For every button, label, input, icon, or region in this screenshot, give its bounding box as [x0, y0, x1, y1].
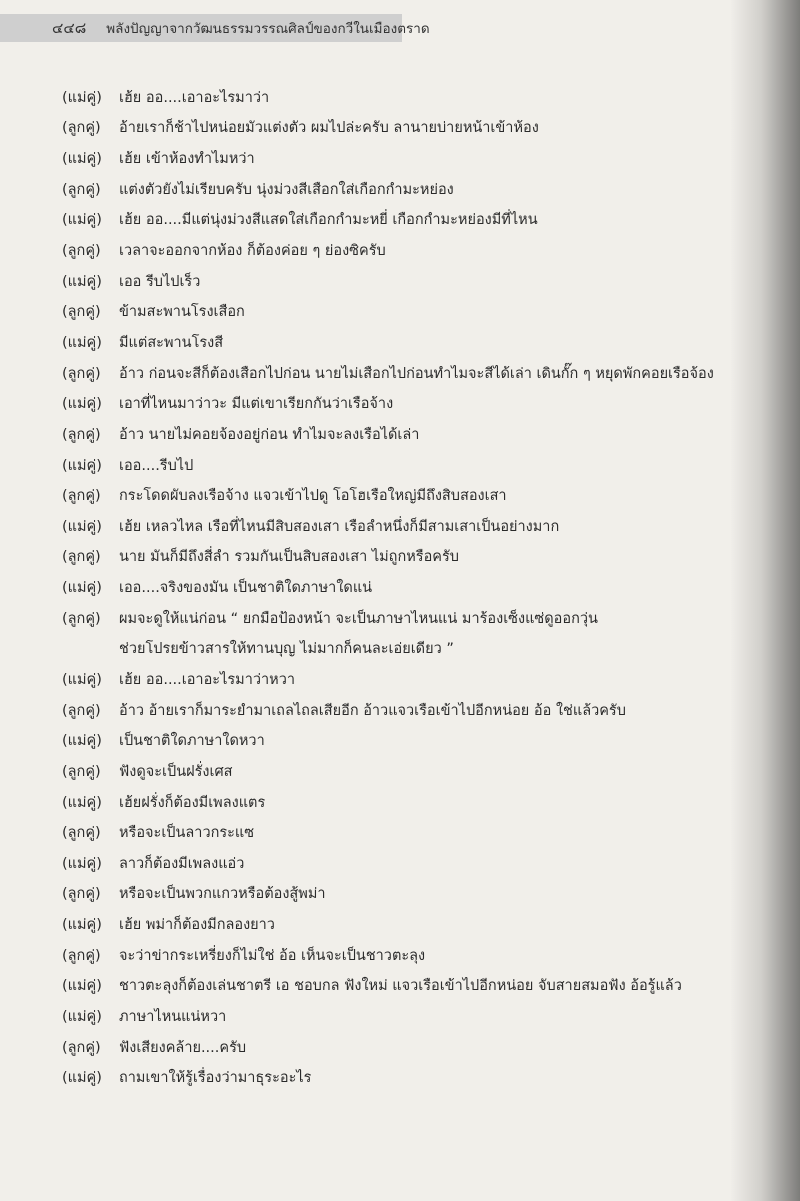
dialogue-line [62, 327, 762, 358]
dialogue-text: เฮ้ย ออ....เอาอะไรมาว่าหวา [119, 671, 295, 688]
speaker-label: (แม่คู่) [62, 1070, 102, 1087]
speaker-label: (ลูกคู่) [62, 365, 101, 382]
dialogue-text: เออ....จริงของมัน เป็นชาติใดภาษาใดแน่ [119, 580, 373, 597]
dialogue-text: เฮ้ย เข้าห้องทำไมหว่า [119, 151, 255, 168]
speaker-label: (แม่คู่) [62, 671, 102, 688]
dialogue-line [62, 817, 762, 848]
speaker-label: (ลูกคู่) [62, 825, 101, 842]
dialogue-line [62, 664, 762, 695]
dialogue-text: เวลาจะออกจากห้อง ก็ต้องค่อย ๆ ย่องซิครับ [119, 243, 386, 260]
dialogue-text: เฮ้ย ออ....มีแต่นุ่งม่วงสีแสดใส่เกือกกำมะหยี่ เกือกกำมะหย่องมีที่ไหน [119, 212, 538, 229]
speaker-label: (ลูกคู่) [62, 488, 101, 505]
dialogue-text: เฮ้ย พม่าก็ต้องมีกลองยาว [119, 917, 275, 934]
speaker-label: (แม่คู่) [62, 978, 102, 995]
dialogue-text: กระโดดผับลงเรือจ้าง แจวเข้าไปดู โอโฮเรือใหญ่มีถึงสิบสองเสา [119, 488, 507, 505]
speaker-label: (ลูกคู่) [62, 610, 101, 627]
dialogue-text: ช่วยโปรยข้าวสารให้ทานบุญ ไม่มากก็คนละเอ่ยเดียว ” [119, 641, 454, 658]
dialogue-line [62, 787, 762, 818]
dialogue-text: ถามเขาให้รู้เรื่องว่ามาธุระอะไร [119, 1070, 312, 1087]
dialogue-line [62, 572, 762, 603]
dialogue-text: อ้าว นายไม่คอยจ้องอยู่ก่อน ทำไมจะลงเรือได้เล่า [119, 426, 420, 443]
dialogue-text: ฟังเสียงคล้าย....ครับ [119, 1039, 247, 1056]
dialogue-line [62, 174, 762, 205]
dialogue-line [62, 480, 762, 511]
dialogue-line [62, 205, 762, 236]
speaker-label: (ลูกคู่) [62, 120, 101, 137]
dialogue-line [62, 82, 762, 113]
dialogue-line [62, 603, 762, 634]
speaker-label: (ลูกคู่) [62, 181, 101, 198]
dialogue-line [62, 450, 762, 481]
dialogue-line [62, 756, 762, 787]
dialogue-line [62, 266, 762, 297]
speaker-label: (ลูกคู่) [62, 549, 101, 566]
speaker-label: (แม่คู่) [62, 334, 102, 351]
dialogue-text: นาย มันก็มีถึงสี่ลำ รวมกันเป็นสิบสองเสา ไม่ถูกหรือครับ [119, 549, 459, 566]
dialogue-line [62, 634, 762, 665]
dialogue-text: หรือจะเป็นพวกแกวหรือต้องสู้พม่า [119, 886, 326, 903]
speaker-label: (แม่คู่) [62, 396, 102, 413]
dialogue-line [62, 113, 762, 144]
speaker-label: (ลูกคู่) [62, 426, 101, 443]
dialogue-line [62, 1032, 762, 1063]
speaker-label: (ลูกคู่) [62, 1039, 101, 1056]
dialogue-text: เฮ้ย เหลวไหล เรือที่ไหนมีสิบสองเสา เรือลำหนึ่งก็มีสามเสาเป็นอย่างมาก [119, 518, 560, 535]
speaker-label: (แม่คู่) [62, 580, 102, 597]
dialogue-text: ข้ามสะพานโรงเสือก [119, 304, 245, 321]
speaker-label: (แม่คู่) [62, 518, 102, 535]
dialogue-text: เฮ้ยฝรั่งก็ต้องมีเพลงแตร [119, 794, 266, 811]
dialogue-line [62, 296, 762, 327]
dialogue-line [62, 388, 762, 419]
dialogue-line [62, 235, 762, 266]
dialogue-text: ผมจะดูให้แน่ก่อน “ ยกมือป้องหน้า จะเป็นภาษาไหนแน่ มาร้องเซ็งแซ่ดูออกวุ่น [119, 610, 598, 627]
dialogue-line [62, 1063, 762, 1094]
speaker-label: (ลูกคู่) [62, 702, 101, 719]
dialogue-text: เอาที่ไหนมาว่าวะ มีแต่เขาเรียกกันว่าเรือจ้าง [119, 396, 394, 413]
dialogue-text: จะว่าข่ากระเหรี่ยงก็ไม่ใช่ อ้อ เห็นจะเป็นชาวตะลุง [119, 947, 426, 964]
speaker-label: (แม่คู่) [62, 457, 102, 474]
dialogue-text: ฟังดูจะเป็นฝรั่งเศส [119, 763, 233, 780]
page-number: ๔๔๘ [52, 19, 87, 37]
dialogue-text: อ้าว ก่อนจะสีก็ต้องเสือกไปก่อน นายไม่เสือกไปก่อนทำไมจะสีได้เล่า เดินกั๊ก ๆ หยุดพักคอยเรือจ้อง [119, 365, 714, 382]
dialogue-line [62, 143, 762, 174]
dialogue-text: ภาษาไหนแน่หวา [119, 1009, 227, 1026]
speaker-label: (แม่คู่) [62, 917, 102, 934]
speaker-label: (แม่คู่) [62, 1009, 102, 1026]
speaker-label: (แม่คู่) [62, 733, 102, 750]
dialogue-line [62, 1001, 762, 1032]
dialogue-text: เฮ้ย ออ....เอาอะไรมาว่า [119, 89, 270, 106]
dialogue-line [62, 695, 762, 726]
dialogue-text: หรือจะเป็นลาวกระแซ [119, 825, 255, 842]
dialogue-text: เป็นชาติใดภาษาใดหวา [119, 733, 265, 750]
speaker-label: (แม่คู่) [62, 212, 102, 229]
book-title: พลังปัญญาจากวัฒนธรรมวรรณศิลป์ของกวีในเมืองตราด [106, 21, 430, 37]
speaker-label: (ลูกคู่) [62, 886, 101, 903]
dialogue-text: แต่งตัวยังไม่เรียบครับ นุ่งม่วงสีเสือกใส่เกือกกำมะหย่อง [119, 181, 454, 198]
dialogue-text: อ้ายเราก็ช้าไปหน่อยมัวแต่งตัว ผมไปล่ะครับ ลานายบ่ายหน้าเข้าห้อง [119, 120, 539, 137]
speaker-label: (แม่คู่) [62, 855, 102, 872]
dialogue-line [62, 358, 762, 389]
dialogue-line [62, 725, 762, 756]
dialogue-line [62, 879, 762, 910]
speaker-label: (ลูกคู่) [62, 763, 101, 780]
dialogue-line [62, 971, 762, 1002]
running-header [0, 14, 430, 42]
speaker-label: (ลูกคู่) [62, 947, 101, 964]
dialogue-text: เออ รีบไปเร็ว [119, 273, 201, 290]
speaker-label: (ลูกคู่) [62, 243, 101, 260]
dialogue-line [62, 940, 762, 971]
dialogue-line [62, 909, 762, 940]
speaker-label: (แม่คู่) [62, 89, 102, 106]
dialogue-text: อ้าว อ้ายเราก็มาระยำมาเถลไถลเสียอีก อ้าวแจวเรือเข้าไปอีกหน่อย อ้อ ใช่แล้วครับ [119, 702, 626, 719]
dialogue-text: ชาวตะลุงก็ต้องเล่นชาตรี เอ ชอบกล ฟังใหม่ แจวเรือเข้าไปอีกหน่อย จับสายสมอฟัง อ้อรู้แล้ว [119, 978, 682, 995]
dialogue-text: เออ....รีบไป [119, 457, 194, 474]
dialogue-line [62, 511, 762, 542]
dialogue-body [62, 82, 762, 1093]
dialogue-line [62, 848, 762, 879]
dialogue-line [62, 419, 762, 450]
speaker-label: (แม่คู่) [62, 794, 102, 811]
dialogue-text: ลาวก็ต้องมีเพลงแอ่ว [119, 855, 245, 872]
speaker-label: (แม่คู่) [62, 151, 102, 168]
speaker-label: (ลูกคู่) [62, 304, 101, 321]
speaker-label: (แม่คู่) [62, 273, 102, 290]
dialogue-text: มีแต่สะพานโรงสี [119, 334, 224, 351]
dialogue-line [62, 542, 762, 573]
